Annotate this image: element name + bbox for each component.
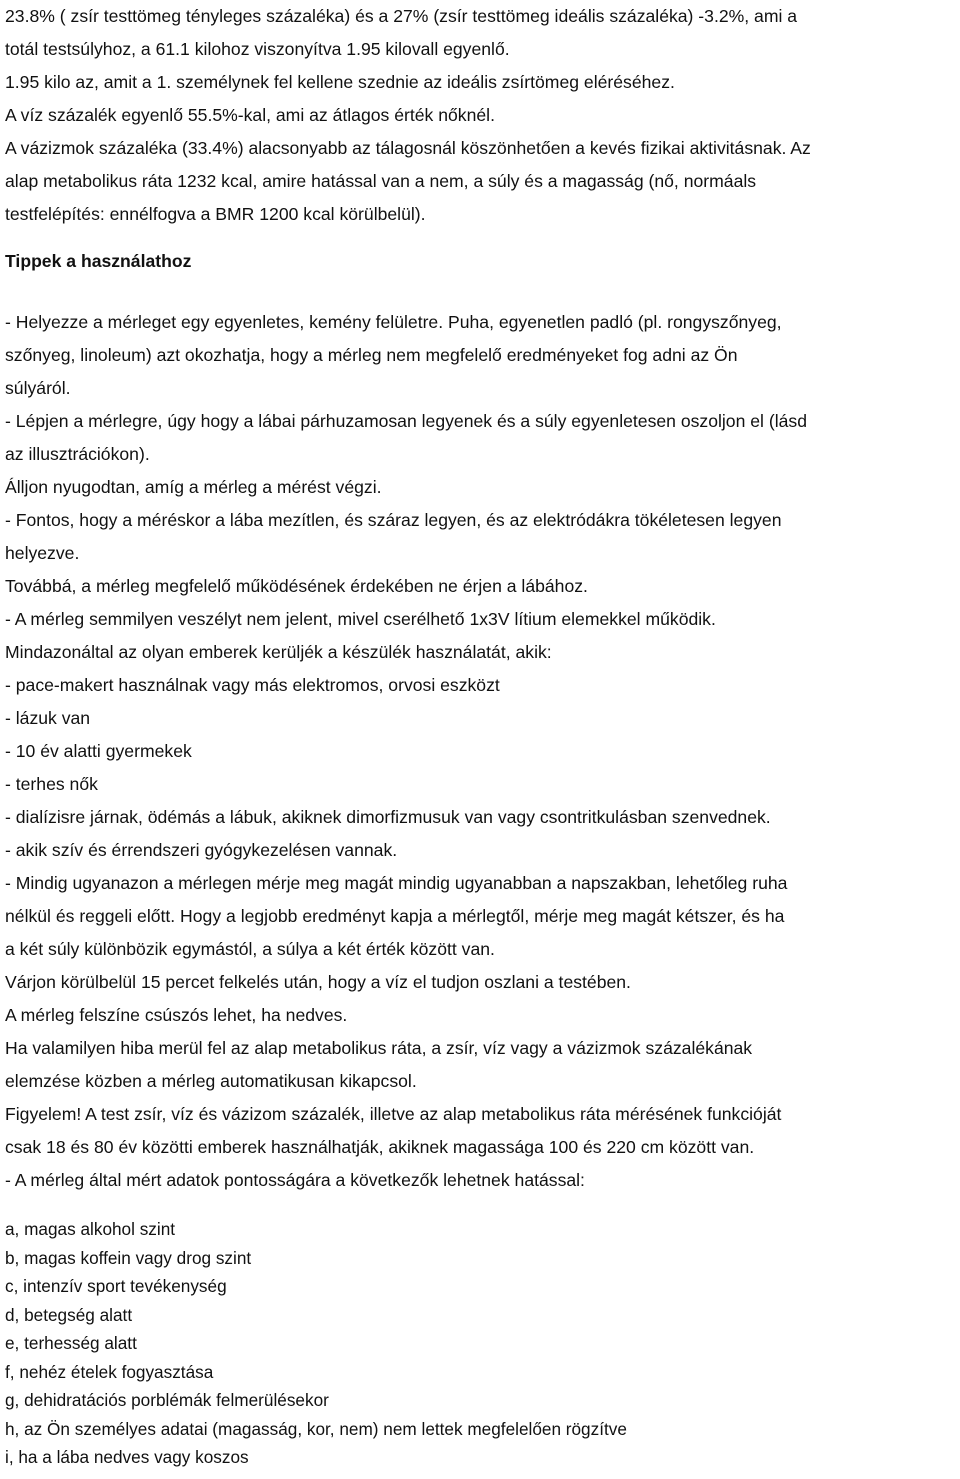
spacer xyxy=(5,231,960,245)
intro-line: A vázizmok százaléka (33.4%) alacsonyabb az tálagosnál köszönhetően a kevés fizikai aktivitásnak. Az xyxy=(5,138,811,158)
tips-line: A mérleg felszíne csúszós lehet, ha nedves. xyxy=(5,1005,348,1025)
list-item: d, betegség alatt xyxy=(5,1304,133,1325)
tips-section xyxy=(5,306,960,1197)
list-item: i, ha a lába nedves vagy koszos xyxy=(5,1447,249,1467)
spacer xyxy=(5,278,960,306)
tips-line: - 10 év alatti gyermekek xyxy=(5,741,192,761)
list-item: g, dehidratációs porblémák felmerülésekor xyxy=(5,1390,329,1410)
tips-line: - Lépjen a mérlegre, úgy hogy a lábai párhuzamosan legyenek és a súly egyenletesen oszoljon el (lásd xyxy=(5,411,807,431)
list-item: b, magas koffein vagy drog szint xyxy=(5,1247,252,1268)
tips-line: Mindazonáltal az olyan emberek kerüljék a készülék használatát, akik: xyxy=(5,642,552,662)
tips-line: az illusztrációkon). xyxy=(5,444,150,464)
intro-line: alap metabolikus ráta 1232 kcal, amire hatással van a nem, a súly és a magasság (nő, normáals xyxy=(5,171,757,191)
intro-line: A víz százalék egyenlő 55.5%-kal, ami az átlagos érték nőknél. xyxy=(5,105,495,125)
tips-line: Továbbá, a mérleg megfelelő működésének érdekében ne érjen a lábához. xyxy=(5,576,588,596)
tips-line: Álljon nyugodtan, amíg a mérleg a mérést végzi. xyxy=(5,477,382,497)
factors-list xyxy=(5,1215,960,1472)
tips-line: - Fontos, hogy a méréskor a lába mezítlen, és száraz legyen, és az elektródákra tökéletesen legyen xyxy=(5,510,782,530)
tips-line: elemzése közben a mérleg automatikusan kikapcsol. xyxy=(5,1071,417,1091)
tips-line: a két súly különbözik egymástól, a súlya a két érték között van. xyxy=(5,939,495,959)
intro-line: totál testsúlyhoz, a 61.1 kilohoz viszonyítva 1.95 kilovall egyenlő. xyxy=(5,39,510,59)
tips-line: - Mindig ugyanazon a mérlegen mérje meg magát mindig ugyanabban a napszakban, lehetőleg ruha xyxy=(5,873,788,893)
section-heading: Tippek a használathoz xyxy=(5,251,192,271)
intro-line: 1.95 kilo az, amit a 1. személynek fel kellene szednie az ideális zsírtömeg eléréséhez. xyxy=(5,72,675,92)
tips-line: - pace-makert használnak vagy más elektromos, orvosi eszközt xyxy=(5,675,500,695)
tips-line: - lázuk van xyxy=(5,708,91,728)
tips-line: - A mérleg semmilyen veszélyt nem jelent, mivel cserélhető 1x3V lítium elemekkel működik. xyxy=(5,609,716,629)
tips-line: - dialízisre járnak, ödémás a lábuk, akiknek dimorfizmusuk van vagy csontritkulásban szenvednek. xyxy=(5,807,771,827)
tips-line: Várjon körülbelül 15 percet felkelés után, hogy a víz el tudjon oszlani a testében. xyxy=(5,972,631,992)
tips-line: Ha valamilyen hiba merül fel az alap metabolikus ráta, a zsír, víz vagy a vázizmok százalékának xyxy=(5,1038,753,1058)
tips-line: - akik szív és érrendszeri gyógykezelésen vannak. xyxy=(5,840,398,860)
list-item: h, az Ön személyes adatai (magasság, kor, nem) nem lettek megfelelően rögzítve xyxy=(5,1418,627,1439)
tips-line: - A mérleg által mért adatok pontosságára a következők lehetnek hatással: xyxy=(5,1170,585,1190)
list-item: a, magas alkohol szint xyxy=(5,1219,176,1239)
tips-line: - terhes nők xyxy=(5,774,98,794)
document-page xyxy=(5,0,960,1472)
intro-line: 23.8% ( zsír testtömeg tényleges százaléka) és a 27% (zsír testtömeg ideális százaléka) -3.2%, ami a xyxy=(5,6,798,26)
list-item: e, terhesség alatt xyxy=(5,1333,137,1353)
tips-line: csak 18 és 80 év közötti emberek használhatják, akiknek magassága 100 és 220 cm között van. xyxy=(5,1137,755,1157)
spacer xyxy=(5,1197,960,1215)
list-item: f, nehéz ételek fogyasztása xyxy=(5,1361,214,1382)
tips-line: helyezve. xyxy=(5,543,80,563)
tips-line: súlyáról. xyxy=(5,378,71,398)
tips-line: Figyelem! A test zsír, víz és vázizom százalék, illetve az alap metabolikus ráta mérésének funkcióját xyxy=(5,1104,782,1124)
tips-line: - Helyezze a mérleget egy egyenletes, kemény felületre. Puha, egyenetlen padló (pl. rongyszőnyeg, xyxy=(5,312,782,332)
tips-line: szőnyeg, linoleum) azt okozhatja, hogy a mérleg nem megfelelő eredményeket fog adni az Ön xyxy=(5,345,738,365)
intro-line: testfelépítés: ennélfogva a BMR 1200 kcal körülbelül). xyxy=(5,204,426,224)
tips-line: nélkül és reggeli előtt. Hogy a legjobb eredményt kapja a mérlegtől, mérje meg magát kétszer, és ha xyxy=(5,906,785,926)
intro-section xyxy=(5,0,960,231)
list-item: c, intenzív sport tevékenység xyxy=(5,1276,227,1296)
